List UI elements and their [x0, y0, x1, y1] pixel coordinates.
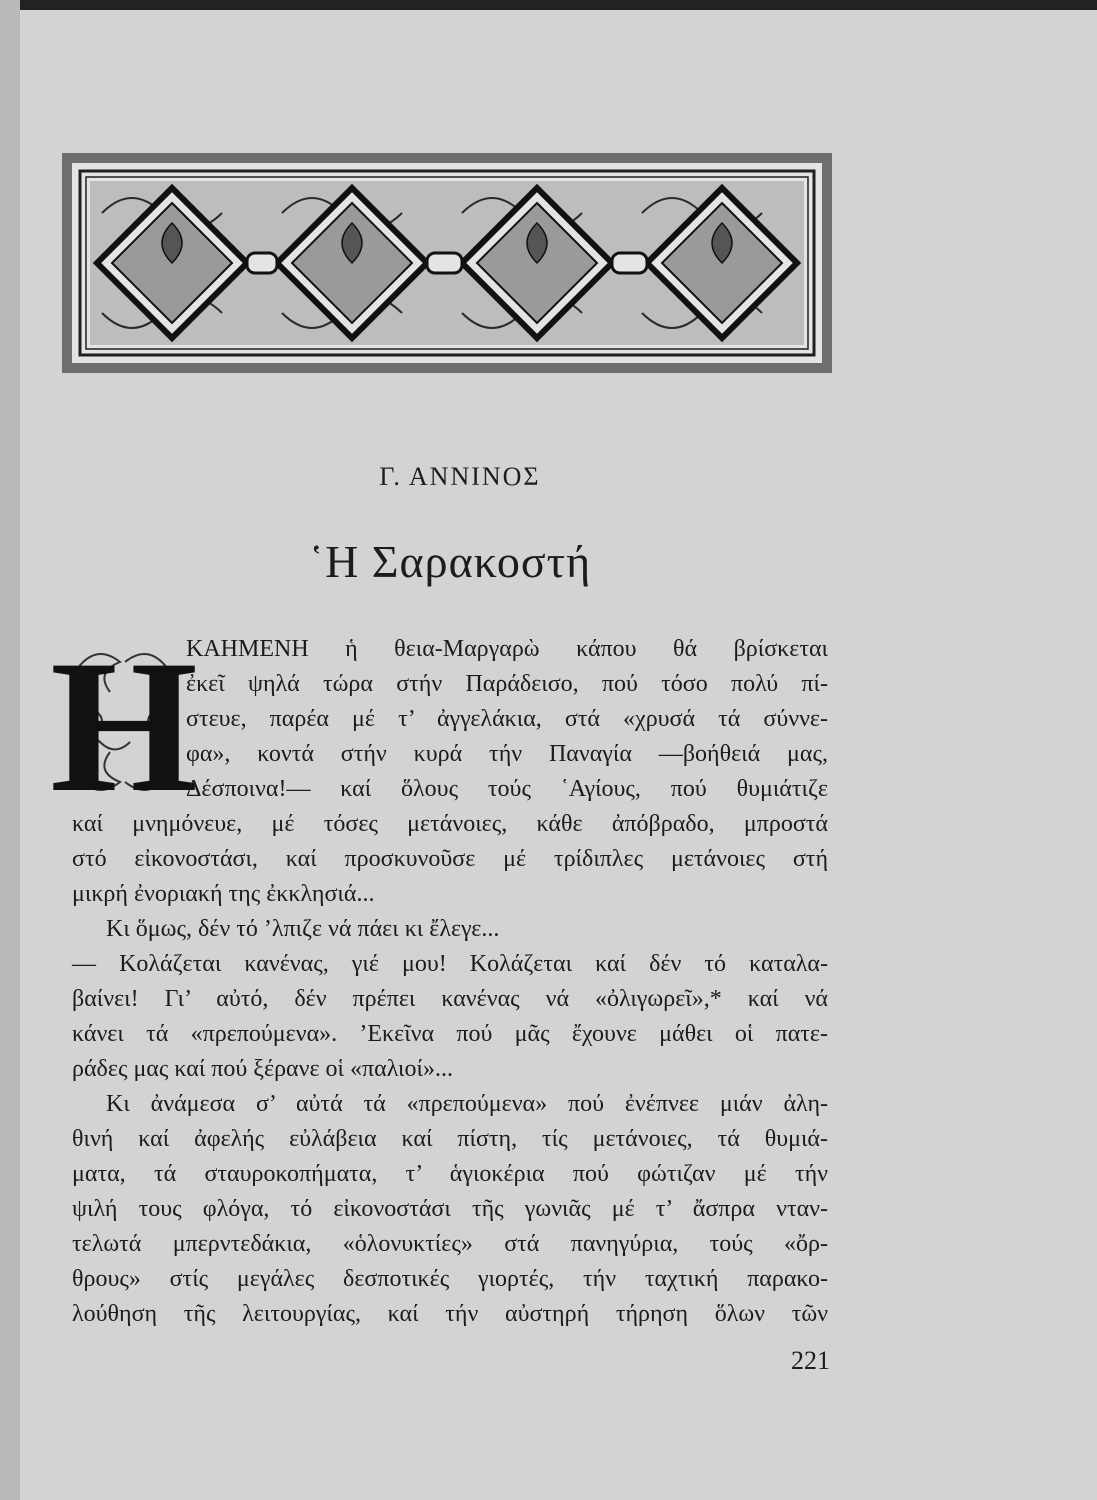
text-line: Κι ἀνάμεσα σ’ αὐτά τά «πρεπούμενα» πού ἐνέπνεε μιάν ἀλη-: [106, 1091, 828, 1117]
scan-top-edge: [0, 0, 1097, 10]
chapter-title: ῾Η Σαρακοστή: [308, 536, 592, 587]
text-line: μικρή ἐνοριακή της ἐκκλησιά...: [72, 881, 375, 907]
text-line: φα», κοντά στήν κυρά τήν Παναγία —βοήθειά μας,: [186, 741, 828, 767]
text-line: στευε, παρέα μέ τ’ ἀγγελάκια, στά «χρυσά τά σύννε-: [186, 706, 828, 732]
author-name: Γ. ΑΝΝΙΝΟΣ: [379, 462, 541, 491]
text-line: τελωτά μπερντεδάκια, «ὁλονυκτίες» στά πανηγύρια, τούς «ὄρ-: [72, 1231, 828, 1257]
page-number: 221: [791, 1346, 830, 1375]
text-line: Δέσποινα!— καί ὅλους τούς ῾Αγίους, πού θυμιάτιζε: [186, 776, 828, 802]
text-line: Κι ὅμως, δέν τό ’λπιζε νά πάει κι ἔλεγε...: [106, 916, 500, 942]
text-line: κάνει τά «πρεπούμενα». ’Εκεῖνα πού μᾶς ἔχουνε μάθει οἱ πατε-: [72, 1021, 828, 1047]
scan-left-edge: [0, 0, 20, 1500]
text-line: λούθηση τῆς λειτουργίας, καί τήν αὐστηρή τήρηση ὅλων τῶν: [72, 1301, 828, 1327]
text-line: ματα, τά σταυροκοπήματα, τ’ ἁγιοκέρια πού φώτιζαν μέ τήν: [72, 1161, 828, 1187]
text-line: στό εἰκονοστάσι, καί προσκυνοῦσε μέ τρίδιπλες μετάνοιες στή: [72, 846, 828, 872]
drop-cap-letter: Η: [50, 622, 198, 832]
text-line: θρους» στίς μεγάλες δεσποτικές γιορτές, τήν ταχτική παρακο-: [72, 1266, 828, 1292]
text-line: βαίνει! Γι’ αὐτό, δέν πρέπει κανένας νά «ὀλιγωρεῖ»,* καί νά: [72, 986, 828, 1012]
text-line: ψιλή τους φλόγα, τό εἰκονοστάσι τῆς γωνιᾶς μέ τ’ ἄσπρα νταν-: [72, 1196, 828, 1222]
text-line: — Κολάζεται κανένας, γιέ μου! Κολάζεται καί δέν τό καταλα-: [72, 951, 828, 977]
text-line: καί μνημόνευε, μέ τόσες μετάνοιες, κάθε ἀπόβραδο, μπροστά: [72, 811, 828, 837]
text-line: θινή καί ἀφελής εὐλάβεια καί πίστη, τίς μετάνοιες, τά θυμιά-: [72, 1126, 828, 1152]
decorative-drop-cap: [50, 622, 198, 832]
text-line: ράδες μας καί πού ξέρανε οἱ «παλιοί»...: [72, 1056, 453, 1082]
ornamental-banner: [62, 153, 832, 373]
text-line: ἐκεῖ ψηλά τώρα στήν Παράδεισο, πού τόσο πολύ πί-: [186, 671, 828, 697]
text-line: ΚΑΗΜΕΝΗ ἡ θεια-Μαργαρὼ κάπου θά βρίσκεται: [186, 636, 828, 662]
